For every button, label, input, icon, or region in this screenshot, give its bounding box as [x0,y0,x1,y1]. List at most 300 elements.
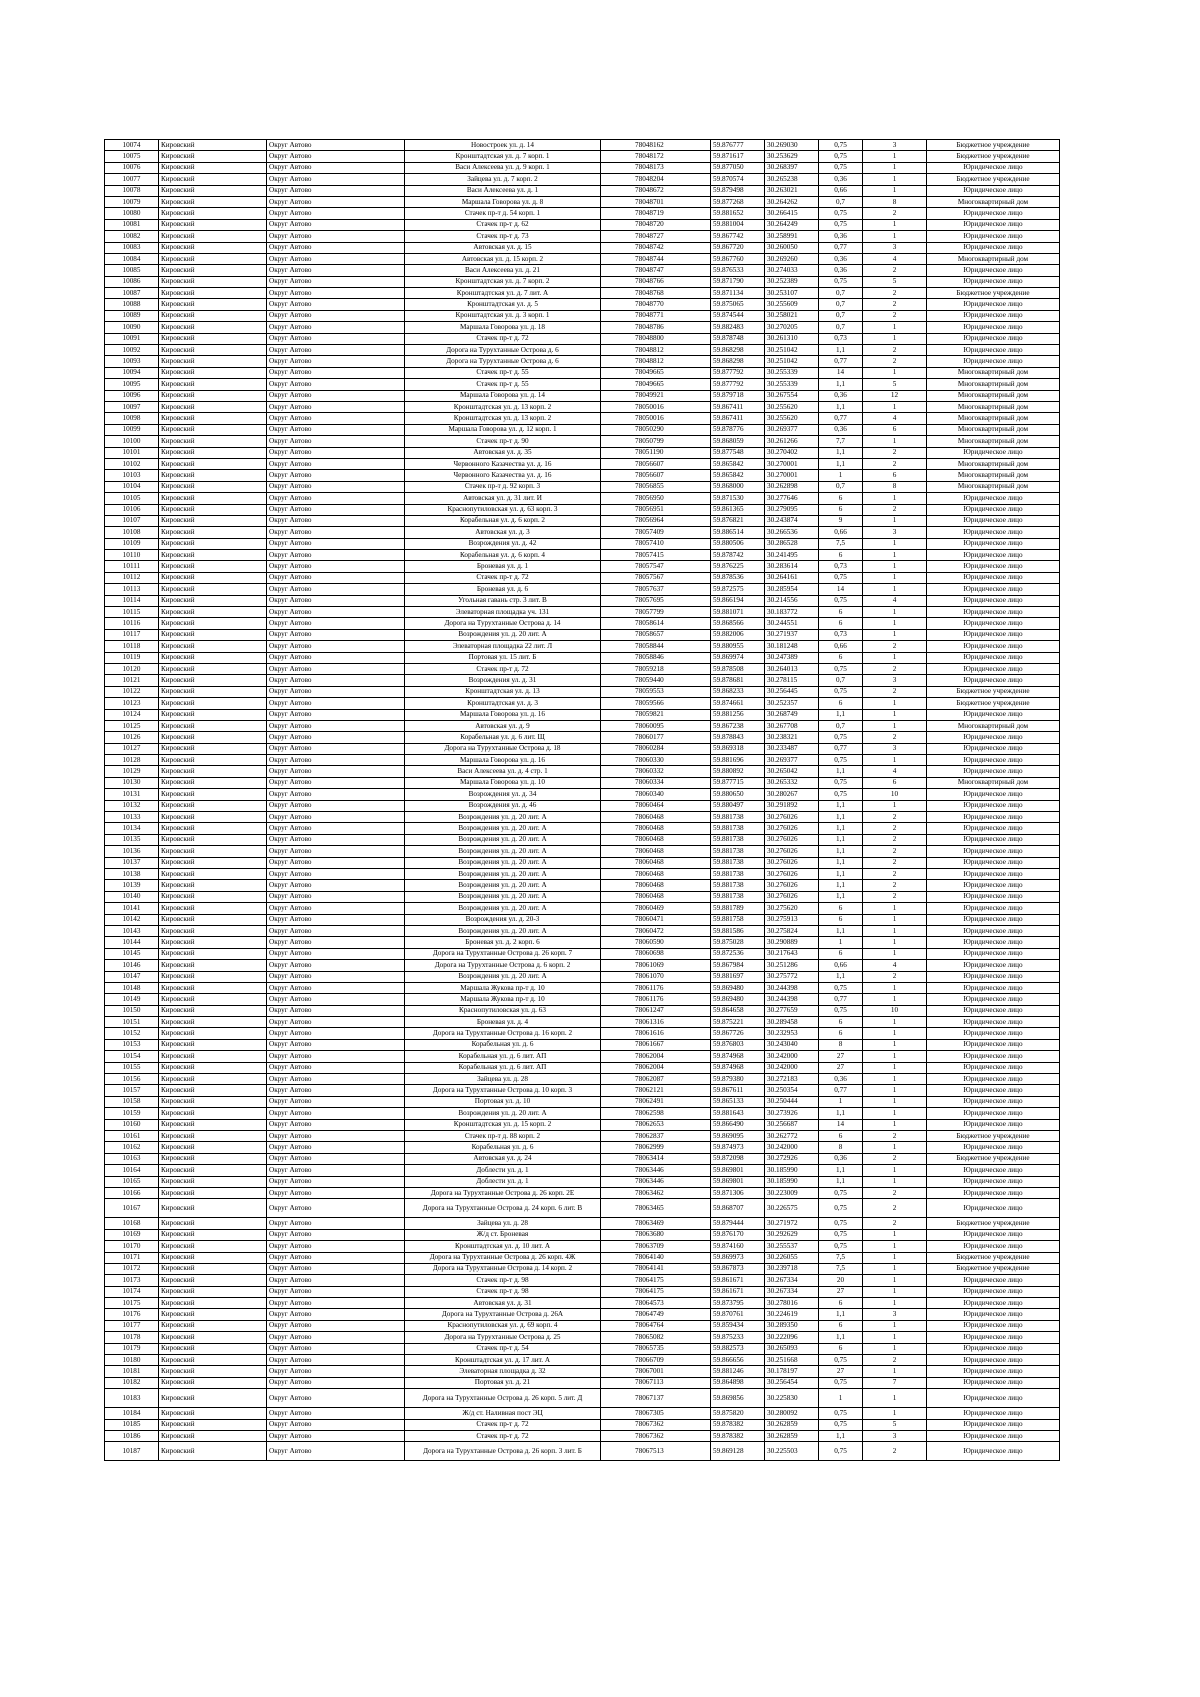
district-cell: Кировский [159,1005,267,1016]
table-row [105,253,1060,264]
longitude-cell: 30.272183 [765,1074,819,1085]
row-id-cell: 10148 [105,982,159,993]
address-cell: Кронштадтская ул. д. 3 [405,698,601,709]
district-cell: Кировский [159,1366,267,1377]
table-row [105,675,1060,686]
longitude-cell: 30.267334 [765,1286,819,1297]
value-b-cell: 2 [863,732,927,743]
object-code-cell: 78062653 [601,1119,711,1130]
okrug-cell: Округ Автово [267,1051,405,1062]
value-a-cell: 1,1 [819,709,863,720]
owner-type-cell: Юридическое лицо [927,709,1060,720]
latitude-cell: 59.869973 [711,1252,765,1263]
owner-type-cell: Юридическое лицо [927,1275,1060,1286]
value-b-cell: 1 [863,1263,927,1274]
value-a-cell: 1,1 [819,857,863,868]
longitude-cell: 30.255609 [765,299,819,310]
okrug-cell: Округ Автово [267,367,405,378]
table-row [105,1017,1060,1028]
district-cell: Кировский [159,265,267,276]
okrug-cell: Округ Автово [267,1332,405,1343]
object-code-cell: 78064140 [601,1252,711,1263]
table-row [105,925,1060,936]
district-cell: Кировский [159,458,267,469]
latitude-cell: 59.879380 [711,1074,765,1085]
okrug-cell: Округ Автово [267,1309,405,1320]
address-cell: Кронштадтская ул. д. 3 корп. 1 [405,310,601,321]
table-row [105,766,1060,777]
district-cell: Кировский [159,333,267,344]
address-cell: Стачек пр-т д. 72 [405,1419,601,1430]
longitude-cell: 30.262772 [765,1130,819,1141]
owner-type-cell: Юридическое лицо [927,208,1060,219]
okrug-cell: Округ Автово [267,1005,405,1016]
table-row [105,663,1060,674]
row-id-cell: 10145 [105,948,159,959]
longitude-cell: 30.276026 [765,834,819,845]
district-cell: Кировский [159,413,267,424]
row-id-cell: 10139 [105,880,159,891]
object-code-cell: 78064141 [601,1263,711,1274]
owner-type-cell: Юридическое лицо [927,1119,1060,1130]
owner-type-cell: Юридическое лицо [927,322,1060,333]
value-b-cell: 1 [863,1332,927,1343]
value-b-cell: 10 [863,1005,927,1016]
table-row [105,914,1060,925]
owner-type-cell: Юридическое лицо [927,493,1060,504]
object-code-cell: 78067001 [601,1366,711,1377]
longitude-cell: 30.181248 [765,641,819,652]
okrug-cell: Округ Автово [267,1187,405,1198]
value-b-cell: 3 [863,675,927,686]
row-id-cell: 10104 [105,481,159,492]
okrug-cell: Округ Автово [267,1130,405,1141]
row-id-cell: 10120 [105,663,159,674]
okrug-cell: Округ Автово [267,1419,405,1430]
owner-type-cell: Юридическое лицо [927,1343,1060,1354]
value-b-cell: 1 [863,698,927,709]
owner-type-cell: Юридическое лицо [927,584,1060,595]
table-row [105,367,1060,378]
value-a-cell: 0,77 [819,356,863,367]
table-row [105,1263,1060,1274]
okrug-cell: Округ Автово [267,777,405,788]
okrug-cell: Округ Автово [267,1028,405,1039]
owner-type-cell: Бюджетное учреждение [927,698,1060,709]
row-id-cell: 10111 [105,561,159,572]
object-code-cell: 78060464 [601,800,711,811]
table-row [105,652,1060,663]
okrug-cell: Округ Автово [267,663,405,674]
okrug-cell: Округ Автово [267,231,405,242]
district-cell: Кировский [159,937,267,948]
district-cell: Кировский [159,1298,267,1309]
object-code-cell: 78048162 [601,140,711,151]
row-id-cell: 10119 [105,652,159,663]
value-b-cell: 1 [863,652,927,663]
okrug-cell: Округ Автово [267,561,405,572]
table-row [105,390,1060,401]
okrug-cell: Округ Автово [267,413,405,424]
value-b-cell: 1 [863,720,927,731]
value-b-cell: 10 [863,789,927,800]
owner-type-cell: Юридическое лицо [927,299,1060,310]
latitude-cell: 59.869095 [711,1130,765,1141]
owner-type-cell: Юридическое лицо [927,823,1060,834]
longitude-cell: 30.241495 [765,550,819,561]
object-code-cell: 78059821 [601,709,711,720]
district-cell: Кировский [159,732,267,743]
latitude-cell: 59.881789 [711,903,765,914]
object-code-cell: 78062087 [601,1074,711,1085]
okrug-cell: Округ Автово [267,208,405,219]
value-b-cell: 6 [863,470,927,481]
owner-type-cell: Юридическое лицо [927,1062,1060,1073]
address-cell: Возрождения ул. д. 20 лит. А [405,1108,601,1119]
latitude-cell: 59.877268 [711,196,765,207]
address-cell: Возрождения ул. д. 20 лит. А [405,880,601,891]
object-code-cell: 78059553 [601,686,711,697]
object-code-cell: 78060471 [601,914,711,925]
value-a-cell: 1,1 [819,345,863,356]
row-id-cell: 10080 [105,208,159,219]
value-b-cell: 2 [863,823,927,834]
owner-type-cell: Юридическое лицо [927,971,1060,982]
address-cell: Возрождения ул. д. 20 лит. А [405,834,601,845]
table-row [105,1176,1060,1187]
okrug-cell: Округ Автово [267,1119,405,1130]
district-cell: Кировский [159,424,267,435]
longitude-cell: 30.217643 [765,948,819,959]
latitude-cell: 59.880955 [711,641,765,652]
owner-type-cell: Юридическое лицо [927,550,1060,561]
value-b-cell: 1 [863,1062,927,1073]
value-b-cell: 2 [863,846,927,857]
table-row [105,1408,1060,1419]
value-b-cell: 2 [863,1187,927,1198]
owner-type-cell: Юридическое лицо [927,572,1060,583]
row-id-cell: 10077 [105,174,159,185]
value-b-cell: 1 [863,1142,927,1153]
object-code-cell: 78065735 [601,1343,711,1354]
row-id-cell: 10131 [105,789,159,800]
okrug-cell: Округ Автово [267,1263,405,1274]
district-cell: Кировский [159,1108,267,1119]
latitude-cell: 59.868298 [711,345,765,356]
value-a-cell: 0,75 [819,1187,863,1198]
table-row [105,1355,1060,1366]
district-cell: Кировский [159,834,267,845]
value-b-cell: 1 [863,1028,927,1039]
value-b-cell: 2 [863,288,927,299]
row-id-cell: 10159 [105,1108,159,1119]
longitude-cell: 30.291892 [765,800,819,811]
table-row [105,527,1060,538]
object-code-cell: 78061247 [601,1005,711,1016]
object-code-cell: 78067113 [601,1377,711,1388]
address-cell: Кронштадтская ул. д. 5 [405,299,601,310]
address-cell: Возрождения ул. д. 31 [405,675,601,686]
object-code-cell: 78057410 [601,538,711,549]
object-code-cell: 78057637 [601,584,711,595]
address-cell: Кронштадтская ул. д. 10 лит. А [405,1241,601,1252]
row-id-cell: 10136 [105,846,159,857]
value-b-cell: 2 [863,834,927,845]
value-b-cell: 1 [863,1343,927,1354]
address-cell: Маршала Говорова ул. д. 12 корп. 1 [405,424,601,435]
longitude-cell: 30.266536 [765,527,819,538]
table-row [105,869,1060,880]
table-row [105,1419,1060,1430]
latitude-cell: 59.878843 [711,732,765,743]
owner-type-cell: Юридическое лицо [927,1320,1060,1331]
owner-type-cell: Юридическое лицо [927,732,1060,743]
row-id-cell: 10150 [105,1005,159,1016]
row-id-cell: 10123 [105,698,159,709]
object-code-cell: 78063446 [601,1176,711,1187]
longitude-cell: 30.266415 [765,208,819,219]
table-row [105,299,1060,310]
longitude-cell: 30.289350 [765,1320,819,1331]
value-a-cell: 6 [819,1298,863,1309]
object-code-cell: 78060468 [601,812,711,823]
owner-type-cell: Юридическое лицо [927,834,1060,845]
longitude-cell: 30.270402 [765,447,819,458]
address-cell: Зайцева ул. д. 7 корп. 2 [405,174,601,185]
longitude-cell: 30.277659 [765,1005,819,1016]
owner-type-cell: Юридическое лицо [927,1028,1060,1039]
value-a-cell: 6 [819,652,863,663]
row-id-cell: 10149 [105,994,159,1005]
district-cell: Кировский [159,595,267,606]
value-b-cell: 2 [863,663,927,674]
district-cell: Кировский [159,276,267,287]
district-cell: Кировский [159,151,267,162]
longitude-cell: 30.214556 [765,595,819,606]
object-code-cell: 78057695 [601,595,711,606]
object-code-cell: 78049921 [601,390,711,401]
longitude-cell: 30.256687 [765,1119,819,1130]
latitude-cell: 59.881071 [711,607,765,618]
address-cell: Автовская ул. д. 3 [405,527,601,538]
object-code-cell: 78058614 [601,618,711,629]
latitude-cell: 59.878776 [711,424,765,435]
okrug-cell: Округ Автово [267,618,405,629]
row-id-cell: 10092 [105,345,159,356]
object-code-cell: 78060472 [601,925,711,936]
latitude-cell: 59.875221 [711,1017,765,1028]
latitude-cell: 59.874968 [711,1051,765,1062]
okrug-cell: Округ Автово [267,982,405,993]
latitude-cell: 59.869480 [711,994,765,1005]
district-cell: Кировский [159,1218,267,1229]
latitude-cell: 59.881256 [711,709,765,720]
value-b-cell: 3 [863,1309,927,1320]
row-id-cell: 10089 [105,310,159,321]
district-cell: Кировский [159,1332,267,1343]
owner-type-cell: Юридическое лицо [927,1039,1060,1050]
table-row [105,1366,1060,1377]
value-a-cell: 7,7 [819,436,863,447]
okrug-cell: Округ Автово [267,766,405,777]
latitude-cell: 59.882573 [711,1343,765,1354]
address-cell: Кронштадтская ул. д. 7 корп. 1 [405,151,601,162]
owner-type-cell: Юридическое лицо [927,1187,1060,1198]
owner-type-cell: Юридическое лицо [927,1389,1060,1408]
district-cell: Кировский [159,527,267,538]
longitude-cell: 30.278115 [765,675,819,686]
longitude-cell: 30.255620 [765,401,819,412]
value-b-cell: 2 [863,265,927,276]
latitude-cell: 59.864658 [711,1005,765,1016]
district-cell: Кировский [159,1039,267,1050]
object-code-cell: 78059566 [601,698,711,709]
row-id-cell: 10158 [105,1096,159,1107]
district-cell: Кировский [159,515,267,526]
district-cell: Кировский [159,1275,267,1286]
owner-type-cell: Многоквартирный дом [927,777,1060,788]
table-row [105,857,1060,868]
address-cell: Дорога на Турухтанные Острова д. 14 корп. 2 [405,1263,601,1274]
longitude-cell: 30.280092 [765,1408,819,1419]
row-id-cell: 10141 [105,903,159,914]
value-b-cell: 1 [863,903,927,914]
district-cell: Кировский [159,1430,267,1441]
row-id-cell: 10102 [105,458,159,469]
address-cell: Васи Алексеева ул. д. 4 стр. 1 [405,766,601,777]
longitude-cell: 30.262859 [765,1419,819,1430]
table-row [105,982,1060,993]
object-code-cell: 78056855 [601,481,711,492]
address-cell: Маршала Жукова пр-т д. 10 [405,982,601,993]
district-cell: Кировский [159,1074,267,1085]
longitude-cell: 30.276026 [765,823,819,834]
owner-type-cell: Юридическое лицо [927,812,1060,823]
address-cell: Маршала Говорова ул. д. 8 [405,196,601,207]
district-cell: Кировский [159,994,267,1005]
latitude-cell: 59.875820 [711,1408,765,1419]
district-cell: Кировский [159,1062,267,1073]
address-cell: Дорога на Турухтанные Острова д. 10 корп. 3 [405,1085,601,1096]
latitude-cell: 59.871790 [711,276,765,287]
object-code-cell: 78063469 [601,1218,711,1229]
value-a-cell: 6 [819,1130,863,1141]
longitude-cell: 30.261266 [765,436,819,447]
value-b-cell: 2 [863,891,927,902]
table-row [105,1074,1060,1085]
latitude-cell: 59.869801 [711,1176,765,1187]
longitude-cell: 30.251668 [765,1355,819,1366]
object-code-cell: 78048204 [601,174,711,185]
owner-type-cell: Юридическое лицо [927,1241,1060,1252]
longitude-cell: 30.224619 [765,1309,819,1320]
district-cell: Кировский [159,971,267,982]
owner-type-cell: Юридическое лицо [927,345,1060,356]
address-cell: Дорога на Турухтанные Острова д. 26 корп. 7 [405,948,601,959]
value-a-cell: 0,36 [819,390,863,401]
object-code-cell: 78060468 [601,869,711,880]
owner-type-cell: Юридическое лицо [927,846,1060,857]
longitude-cell: 30.289458 [765,1017,819,1028]
row-id-cell: 10171 [105,1252,159,1263]
object-code-cell: 78049665 [601,367,711,378]
address-cell: Кронштадтская ул. д. 7 лит. А [405,288,601,299]
row-id-cell: 10184 [105,1408,159,1419]
address-cell: Кронштадтская ул. д. 13 корп. 2 [405,413,601,424]
row-id-cell: 10174 [105,1286,159,1297]
district-cell: Кировский [159,1389,267,1408]
district-cell: Кировский [159,1263,267,1274]
value-a-cell: 1,1 [819,1332,863,1343]
table-row [105,1005,1060,1016]
okrug-cell: Округ Автово [267,903,405,914]
owner-type-cell: Многоквартирный дом [927,413,1060,424]
owner-type-cell: Юридическое лицо [927,333,1060,344]
object-code-cell: 78061176 [601,994,711,1005]
row-id-cell: 10096 [105,390,159,401]
row-id-cell: 10169 [105,1229,159,1240]
row-id-cell: 10167 [105,1199,159,1218]
object-code-cell: 78048172 [601,151,711,162]
longitude-cell: 30.262859 [765,1430,819,1441]
okrug-cell: Округ Автово [267,652,405,663]
value-a-cell: 0,36 [819,1074,863,1085]
row-id-cell: 10095 [105,379,159,390]
latitude-cell: 59.880650 [711,789,765,800]
longitude-cell: 30.265093 [765,1343,819,1354]
latitude-cell: 59.869128 [711,1442,765,1461]
table-row [105,333,1060,344]
longitude-cell: 30.244551 [765,618,819,629]
table-row [105,1039,1060,1050]
object-code-cell: 78066709 [601,1355,711,1366]
value-b-cell: 1 [863,1275,927,1286]
value-a-cell: 0,36 [819,253,863,264]
district-cell: Кировский [159,1309,267,1320]
district-cell: Кировский [159,1252,267,1263]
table-row [105,561,1060,572]
address-cell: Возрождения ул. д. 20 лит. А [405,823,601,834]
address-cell: Корабельная ул. д. 6 [405,1142,601,1153]
table-row [105,413,1060,424]
value-a-cell: 1,1 [819,1165,863,1176]
okrug-cell: Округ Автово [267,607,405,618]
address-cell: Дорога на Турухтанные Острова д. 26 корп. 2Е [405,1187,601,1198]
row-id-cell: 10128 [105,755,159,766]
latitude-cell: 59.869856 [711,1389,765,1408]
okrug-cell: Округ Автово [267,242,405,253]
object-code-cell: 78048812 [601,356,711,367]
okrug-cell: Округ Автово [267,424,405,435]
district-cell: Кировский [159,584,267,595]
owner-type-cell: Многоквартирный дом [927,424,1060,435]
longitude-cell: 30.243040 [765,1039,819,1050]
table-row [105,1187,1060,1198]
longitude-cell: 30.255620 [765,413,819,424]
value-b-cell: 1 [863,231,927,242]
value-a-cell: 1 [819,937,863,948]
longitude-cell: 30.256445 [765,686,819,697]
value-b-cell: 1 [863,174,927,185]
row-id-cell: 10094 [105,367,159,378]
row-id-cell: 10099 [105,424,159,435]
longitude-cell: 30.255339 [765,367,819,378]
value-a-cell: 14 [819,367,863,378]
value-b-cell: 2 [863,310,927,321]
latitude-cell: 59.876803 [711,1039,765,1050]
district-cell: Кировский [159,629,267,640]
row-id-cell: 10177 [105,1320,159,1331]
